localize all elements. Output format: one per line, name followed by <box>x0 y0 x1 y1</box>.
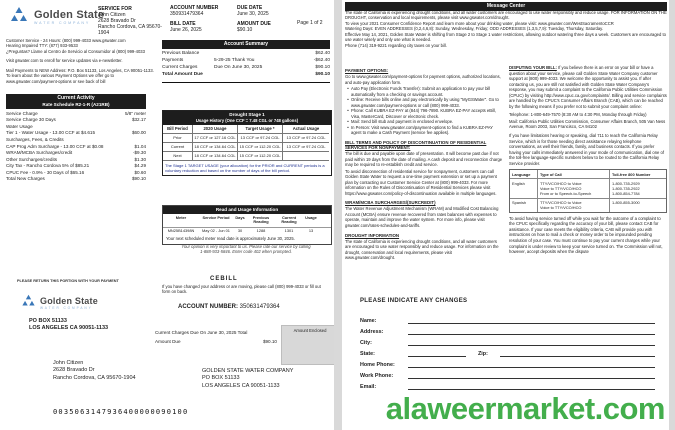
message-line: Effective May 14, 2021, Golden State Water is shifting from Stage 2 to Stage 1 water restrictions, allowing outdoor watering three days a week. Customers are encouraged to use water wisely and only use what is needed. <box>345 31 666 43</box>
ocr-line: 0035063147936400000090100 <box>53 408 189 416</box>
relay-col-header: Language <box>510 170 538 179</box>
summary-row: Payments 5-29-25 Thank You -$62.40 <box>162 57 330 63</box>
mail-payments-note: Mail Payments to NEW Address: P.O. Box 51133, Los Angeles, CA 90051-1133. To learn about the various Payment Options we offer go to www.gswater.com/payment-options or see back of bill <box>6 67 154 84</box>
charge-row: WRAM/MCBA Surcharges/credit -$9.30 <box>6 150 146 156</box>
disputing-heading: DISPUTING YOUR BILL: <box>509 65 557 70</box>
relay-cell: 1-800-855-3000 <box>612 200 640 206</box>
logo-tagline: WATER COMPANY <box>34 21 91 25</box>
current-activity-title: Current Activity <box>57 95 95 101</box>
amount-enclosed-box: Amount Enclosed <box>281 325 339 365</box>
stub-charges-block: Current Charges Due On June 30, 2025 Total Amount Due $90.10 <box>155 330 277 345</box>
service-for-label: SERVICE FOR <box>98 6 132 12</box>
charge-row: Surcharges, Fees, & Credits <box>6 137 64 142</box>
charge-row: CPUC Fee - 0.9% - 30 Days of $65.16 $0.60 <box>6 169 146 175</box>
payment-options-intro: Go to www.gswater.com/payment-options for payment options, authorized locations, and auto-pay application form. <box>345 74 501 85</box>
logo-triangles-icon <box>20 294 37 312</box>
read-cell: 1288 <box>256 228 266 234</box>
total-new-charges-row: Total New Charges $90.10 <box>6 176 146 182</box>
service-addr2: Rancho Cordova, CA 95670-1904 <box>98 24 162 36</box>
next-read-note: Your next scheduled meter read date is approximately June 30, 2025. <box>166 236 295 242</box>
logo-triangles-icon <box>8 6 30 28</box>
usage-col-header: Target Usage * <box>238 125 283 134</box>
usage-cell: 15 CCF or 112.20 CGL <box>238 152 283 161</box>
usage-history-title: Drought Stage 1 <box>229 112 265 117</box>
usage-cell <box>283 152 329 161</box>
relay-cell: TTY/VCO/HCO to Voice Voice to TTY/VCO/HCO <box>538 199 610 212</box>
relay-cell: Spanish <box>510 199 538 212</box>
service-for-block <box>98 6 170 36</box>
usage-cell: 18 CCF or 134.64 CGL <box>193 152 238 161</box>
summary-total-row: Total Amount Due $90.10 <box>162 72 330 78</box>
form-blank-line <box>408 339 655 346</box>
charge-row: CAP Prog Adm Surcharge - 13.00 CCF at $0.08 $1.04 <box>6 143 146 149</box>
account-number-block <box>170 5 234 33</box>
account-summary-title: Account Summary <box>162 40 330 49</box>
charge-row: Service Charge 5/8" meter <box>6 110 146 116</box>
message-line: To view your 2021 Consumer Confidence Report and learn more about your drinking water, please visit: www.gswater.com/WestSacramentoCCR <box>345 20 614 26</box>
stub-logo: Golden State WATER COMPANY <box>20 294 98 312</box>
remit-address: PO BOX 51133 LOS ANGELES CA 90051-1133 <box>29 318 109 332</box>
relay-cell: English <box>510 179 538 198</box>
form-field-work-phone: Work Phone: <box>360 372 655 379</box>
usage-cell: 13 CCF or 97.24 CGL <box>283 134 329 143</box>
wram-para: The Water Revenue Adjustment Mechanism (WRAM) and Modified Cost Balancing Account (MCBA) ensure revenue recovered from rates balances with expenses to operate, maintain and improve the water system. For more info, please visit gswater.com/rates-schedules-and-tariffs. <box>345 206 499 229</box>
stub-account-number: ACCOUNT NUMBER: 350631479364 <box>178 304 280 310</box>
disputing-section: DISPUTING YOUR BILL: If you believe there is an error on your bill or have a question about your service, please call Golden State Water Company customer support at (800) 999-4033. We welcome the opportunity to assist you. If after contacting us, you are still not satisfied with Golden State Water Company's response, you may submit a complaint to the California Public Utilities Commission (CPUC) by visiting http://www.cpuc.ca.gov/complaints/. Billing and service complaints are handled by the CPUC's Consumer Affairs Branch (CAB), which can be reached by the following means if you prefer not to submit your complaint online: <box>509 65 667 109</box>
account-number-value: 350931479364 <box>170 11 204 17</box>
account-summary <box>162 40 330 83</box>
form-field-name: Name: <box>360 317 655 324</box>
bill-terms-para2: To avoid disconnection of residential service for nonpayment, customers can call Golden State Water to request a one-time payment extension or set up a payment plan by contacting our Customer Service Center at (800) 999-4033. For more information on the Rules of Discontinuation of Residential Services please visit https://www.gswater.com/policy-of-discontinuation available in multiple languages. <box>345 168 497 196</box>
bill-terms-heading: BILL TERMS AND POLICY OF DISCONTINUATION OF RESIDENTIAL SERVICES FOR NONPAYMENT: <box>345 140 487 151</box>
usage-cell: 13 CCF or 97.24 CGL <box>283 143 329 152</box>
bill-date-label: BILL DATE <box>170 21 196 27</box>
usage-cell: 15 CCF or 112.20 CGL <box>238 143 283 152</box>
message-center-title: Message Center <box>345 2 667 11</box>
charge-row: Water Usage <box>6 123 33 129</box>
bill-terms-para1: The bill is due and payable upon date of presentation. It will become past due if not paid within 19 days from the date of mailing. A cash deposit and reconnection charge may be required to re-establish credit and service. <box>345 151 503 168</box>
form-blank-line <box>408 317 655 324</box>
charge-row: Other Surcharges/credits $1.30 <box>6 156 146 162</box>
usage-col-header: Actual Usage <box>283 125 329 134</box>
read-cell: 30 <box>237 228 243 234</box>
read-col-header: Service Period <box>202 214 230 220</box>
read-cell: MN25B14398N <box>167 228 195 234</box>
form-field-address: Address: <box>360 328 655 335</box>
due-date-value: June 30, 2025 <box>237 11 269 17</box>
usage-cell: 17 CCF or 127.16 CGL <box>193 134 238 143</box>
usage-cell: 13 CCF or 97.24 CGL <box>238 134 283 143</box>
form-blank-line <box>500 350 655 357</box>
payment-option-item: • Mail: Send bill stub and payment in enclosed envelope. <box>345 119 503 125</box>
payment-option-item: • Auto Pay (Electronic Funds Transfer): Submit an application to pay your bill automatically from a checking or savings account. <box>345 86 503 97</box>
summary-row: Current Charges Due On June 30, 2025 $90.10 <box>162 65 330 71</box>
usage-cell: Prior <box>163 134 193 143</box>
amount-due-value: $90.10 <box>237 27 253 33</box>
contact-line: Customer Service - 24 Hours: (800) 999-4033 www.gswater.com <box>6 38 126 43</box>
form-field-state-zip: State: Zip: <box>360 350 655 357</box>
form-field-email: Email: <box>360 383 655 390</box>
service-name: John Citizen <box>98 12 126 18</box>
message-line: The state of California is experiencing drought conditions, and all water customers are encouraged to use water responsibly and reduce usage. FOR INFORMATION ON THE DROUGHT, conservation and local requirements, please visit www.gswater.com/drought. <box>345 10 667 21</box>
relay-table <box>509 169 667 212</box>
stub-amount-due-value: $90.10 <box>262 339 277 345</box>
moving-note: If you have changed your address or are moving, please call (800) 999-4033 or fill out form on back. <box>162 284 321 295</box>
read-cell: 13 <box>308 228 314 234</box>
payment-option-item: • In Person: Visit www.gswater.com/payment-options to find a KUBRA EZ-PAY agent to make a Cash Payment (service fee applies). <box>345 125 503 136</box>
summary-rule <box>162 82 330 83</box>
bullet-icon: • <box>347 97 349 103</box>
usage-col-header: 2020 Usage <box>193 125 238 134</box>
account-number-label: ACCOUNT NUMBER <box>170 5 219 11</box>
cpuc-mail-line: Mail: California Public Utilities Commission, Consumer Affairs Branch, 505 Van Ness Avenue, Room 2003, San Francisco, CA 94102 <box>509 118 666 130</box>
bullet-icon: • <box>347 108 349 114</box>
due-date-label: DUE DATE <box>237 5 263 11</box>
read-col-header: Meter <box>175 214 187 220</box>
customer-address: John Citizen 2628 Bravado Dr Rancho Cordova, CA 95670-1904 <box>53 360 136 381</box>
current-activity <box>6 94 146 183</box>
bullet-icon: • <box>347 86 349 92</box>
page-edge <box>669 0 675 430</box>
drought-para: The state of California is experiencing drought conditions, and all water customers are encouraged to use water responsibly and reduce usage. For information on the drought, conservation and local requirements, please visit www.gswater.com/drought. <box>345 238 499 261</box>
back-right-column <box>509 64 667 256</box>
page-indicator: Page 1 of 2 <box>297 20 323 26</box>
usage-history-subtitle: Usage History (One CCF = 7.48 CGL or 748 gallons) <box>195 118 299 124</box>
contact-line: Hearing Impaired TTY: (877) 933-9533 <box>6 43 78 49</box>
payment-option-item: • Phone: Call KUBRA EZ-PAY at (844) 796-7890. KUBRA EZ-PAY accepts eBill, Visa, MasterCard, Discover or electronic check. <box>345 108 503 119</box>
drought-heading: DROUGHT INFORMATION <box>345 232 400 238</box>
form-blank-line <box>408 361 655 368</box>
contact-line: Visit gswater.com to enroll for service updates via e-newsletter. <box>6 58 123 64</box>
usage-history-table <box>162 110 332 176</box>
relay-cell: 1-800-735-2929 1-800-735-2922 1-800-854-7784 <box>610 179 666 198</box>
ebill-logo: CEBILL <box>210 276 238 282</box>
payment-options-heading: PAYMENT OPTIONS: <box>345 68 389 73</box>
summary-row: Previous Balance $62.40 <box>162 50 330 56</box>
charge-row: Tier 1 - Water Usage - 13.00 CCF at $4.615 $60.00 <box>6 130 146 136</box>
contact-line: ¿Preguntas? Llame al Centro de Servicio al Consumidor al (800) 999-4033 <box>6 48 145 54</box>
usage-cell: Next <box>163 152 193 161</box>
back-left-column <box>345 64 503 262</box>
message-center <box>345 10 667 48</box>
read-col-header: Previous Reading <box>252 214 270 225</box>
amount-due-label: AMOUNT DUE <box>237 21 271 27</box>
return-notice: PLEASE RETURN THIS PORTION WITH YOUR PAYMENT <box>17 279 119 283</box>
rate-schedule-subtitle: Rate Schedule R2-1-R (A21RB) <box>42 101 110 107</box>
change-form-heading: PLEASE INDICATE ANY CHANGES <box>360 298 468 304</box>
form-blank-line <box>408 372 655 379</box>
due-date-block <box>237 5 293 33</box>
company-address: GOLDEN STATE WATER COMPANY PO BOX 51133 LOS ANGELES CA 90051-1133 <box>202 368 294 389</box>
read-usage-table <box>162 205 332 245</box>
charge-row: Service Charge 30 Days $32.17 <box>6 117 146 123</box>
cpuc-telephone-line: Telephone: 1-800-649-7570 (8:30 AM to 4:30 PM, Monday through Friday) <box>509 112 647 118</box>
read-cell: May 02 - Jun 01 <box>202 228 230 234</box>
company-logo <box>8 6 104 28</box>
service-addr1: 2628 Bravado Dr <box>98 18 136 24</box>
payment-option-item: • Online: Receive bills online and pay electronically by using "MyGSWater". Go to www.gswater.com/payment-options or call (800) 999-4033. <box>345 97 503 108</box>
opinion-note: Your opinion is very important to us. Please rate our service by calling 1-888-933-5846. Enter code 402 when prompted. <box>181 244 311 255</box>
watermark: alaweermarket.com <box>385 391 665 426</box>
usage-col-header: Bill Period <box>163 125 193 134</box>
read-usage-title: Read and Usage Information <box>163 206 331 214</box>
form-blank-line <box>408 383 655 390</box>
page-divider <box>334 0 342 430</box>
bullet-icon: • <box>347 119 349 125</box>
wram-heading: WRAM/MCBA SURCHARGES/(SURCREDIT) <box>345 200 436 206</box>
read-col-header: Usage <box>305 214 317 220</box>
charge-row: City Tax - Rancho Cordova 5% of $85.21 $4.29 <box>6 163 146 169</box>
usage-cell: Current <box>163 143 193 152</box>
form-field-city: City: <box>360 339 655 346</box>
usage-footnote: The Stage 1 TARGET USAGE (your allocation) for the PRIOR and CURRENT periods is a voluntary reduction and based on the number of days of the bill period. <box>165 162 325 174</box>
avoid-paragraph: To avoid having service turned off while you wait for the outcome of a complaint to the CPUC specifically regarding the accuracy of your bill, please contact CAB for assistance. If your case meets the eligibility criteria, CAB will provide you with instructions on how to mail a check or money order to be impounded pending resolution of your case. You must continue to pay your current charges while your complaint is under review to keep your service turned on. The Commission will not, however, accept deposits when the dispute <box>509 215 663 255</box>
read-col-header: Days <box>235 214 245 220</box>
read-col-header: Current Reading <box>281 214 297 225</box>
relay-cell: TTY/VCO/HCO to Voice Voice to TTY/VCO/HCO From or to Speech-to-Speech <box>538 179 610 198</box>
form-field-home-phone: Home Phone: <box>360 361 655 368</box>
message-line: Watering Days: EVEN ADDRESSES (0,2,4,6,8): Sunday, Wednesday, Friday; ODD ADDRESSES (1,3,5,7,9): Tuesday, Thursday, Saturday. <box>345 26 604 32</box>
relay-para: If you have limitations hearing or speaking, dial 711 to reach the California Relay Service, which is for those needing direct assistance relaying telephone conversations, as well their friends, family, and business contacts. If you prefer having your calls immediately answered in your mode of communication, dial one of the toll-free language-specific numbers below to be routed to the California Relay Service provider. <box>509 133 665 166</box>
usage-cell: 18 CCF or 134.64 CGL <box>193 143 238 152</box>
message-line: Phone (714) 319-9221 regarding city taxes on your bill. <box>345 42 447 48</box>
contact-info <box>6 38 156 84</box>
logo-name: Golden State <box>34 9 105 21</box>
relay-col-header: Type of Call <box>538 170 610 179</box>
bill-date-value: June 26, 2025 <box>170 27 202 33</box>
relay-col-header: Toll-free 800 Number <box>610 170 666 179</box>
form-blank-line <box>408 328 655 335</box>
form-blank-line <box>408 350 466 357</box>
read-cell: 1301 <box>284 228 294 234</box>
bullet-icon: • <box>347 124 349 130</box>
